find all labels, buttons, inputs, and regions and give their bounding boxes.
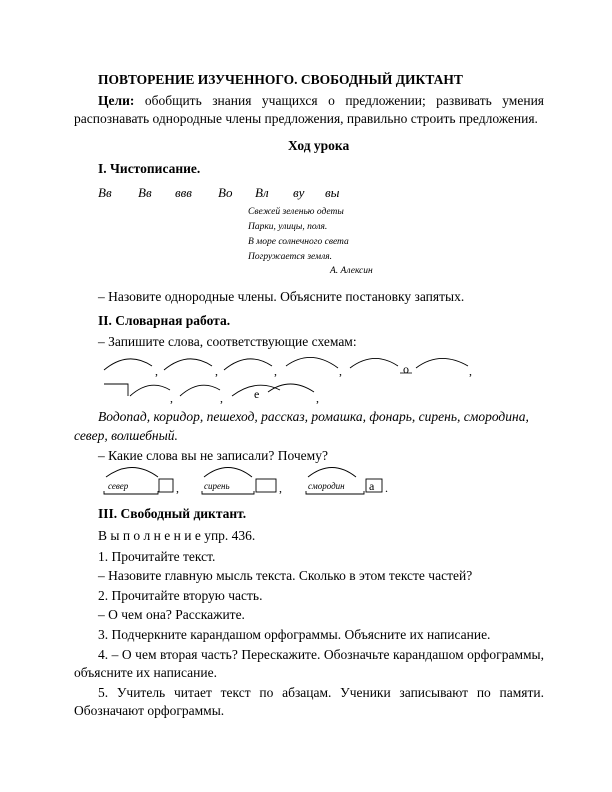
word-list-line-1: Водопад, коридор, пешеход, рассказ, ромашка, фонарь, сирень, смородина, [98, 409, 529, 424]
example-stem: север [108, 481, 129, 491]
task-item: 3. Подчеркните карандашом орфограммы. Объясните их написание. [98, 627, 491, 642]
section-2-heading: II. Словарная работа. [98, 313, 231, 328]
section-2-task: – Запишите слова, соответствующие схемам: [98, 334, 357, 349]
scheme-mark: , [469, 364, 472, 378]
task-item: 1. Прочитайте текст. [98, 549, 216, 564]
lesson-heading: Ход урока [288, 138, 350, 153]
goals-text-1: обобщить знания учащихся о предложении; развивать умения [144, 93, 545, 108]
example-tail: . [385, 481, 388, 495]
poem-line: В море солнечного света [248, 237, 349, 247]
scheme-mark: , [155, 364, 158, 378]
task-item: 2. Прочитайте вторую часть. [98, 588, 263, 603]
scheme-mark: , [339, 364, 342, 378]
poem-line: Парки, улицы, поля. [248, 222, 328, 232]
calligraphy-item: вы [325, 185, 340, 200]
poem-line: Свежей зеленью одеты [248, 207, 344, 217]
scheme-mark: , [220, 391, 223, 405]
task-item-4-line-1: 4. – О чем вторая часть? Перескажите. Обозначьте карандашом орфограммы, [98, 647, 544, 662]
section-1-task: – Назовите однородные члены. Объясните постановку запятых. [98, 289, 465, 304]
poem-line: Погружается земля. [248, 252, 333, 262]
stem-bracket [202, 491, 254, 494]
task-item: – О чем она? Расскажите. [98, 607, 245, 622]
root-arc [308, 468, 356, 478]
scheme-mark: о [403, 362, 409, 376]
exercise-line [98, 527, 255, 545]
page-title: ПОВТОРЕНИЕ ИЗУЧЕННОГО. СВОБОДНЫЙ ДИКТАНТ [98, 72, 463, 87]
ending-box [159, 479, 173, 492]
example-tail: , [176, 481, 179, 495]
calligraphy-item: ввв [175, 185, 192, 200]
root-arc [204, 468, 252, 478]
task-item-5-line-2: Обозначают орфограммы. [74, 703, 225, 718]
goals-label: Цели: [98, 93, 135, 108]
scheme-mark: , [316, 391, 319, 405]
example-tail: , [279, 481, 282, 495]
calligraphy-item: Вв [98, 185, 112, 200]
section-3-heading: III. Свободный диктант. [98, 506, 247, 521]
calligraphy-item: ву [293, 185, 305, 200]
task-item-4-line-2: объясните их написание. [74, 665, 217, 680]
calligraphy-item: Во [218, 185, 233, 200]
exercise-label: В ы п о л н е н и е [98, 528, 201, 543]
ending-box [256, 479, 276, 492]
stem-bracket [104, 491, 158, 494]
scheme-mark: , [274, 364, 277, 378]
scheme-mark: , [215, 364, 218, 378]
calligraphy-item: Вв [138, 185, 152, 200]
word-list-line-2: север, волшебный. [74, 428, 178, 443]
stem-bracket [306, 491, 364, 494]
scheme-mark: е [254, 387, 260, 401]
section-2-question: – Какие слова вы не записали? Почему? [98, 448, 328, 463]
exercise-ref: упр. 436. [204, 528, 256, 543]
calligraphy-item: Вл [255, 185, 269, 200]
task-item-5-line-1: 5. Учитель читает текст по абзацам. Ученики записывают по памяти. [98, 685, 544, 700]
example-stem: сирень [204, 481, 230, 491]
poem-author: А. Алексин [330, 266, 373, 276]
example-ending: а [369, 479, 375, 493]
task-item: – Назовите главную мысль текста. Сколько в этом тексте частей? [98, 568, 473, 583]
goals-line-2: распознавать однородные члены предложения, правильно строить предложения. [74, 111, 538, 126]
root-arc [106, 468, 158, 478]
scheme-mark: , [170, 391, 173, 405]
example-stem: смородин [308, 481, 345, 491]
section-1-heading: I. Чистописание. [98, 161, 201, 176]
